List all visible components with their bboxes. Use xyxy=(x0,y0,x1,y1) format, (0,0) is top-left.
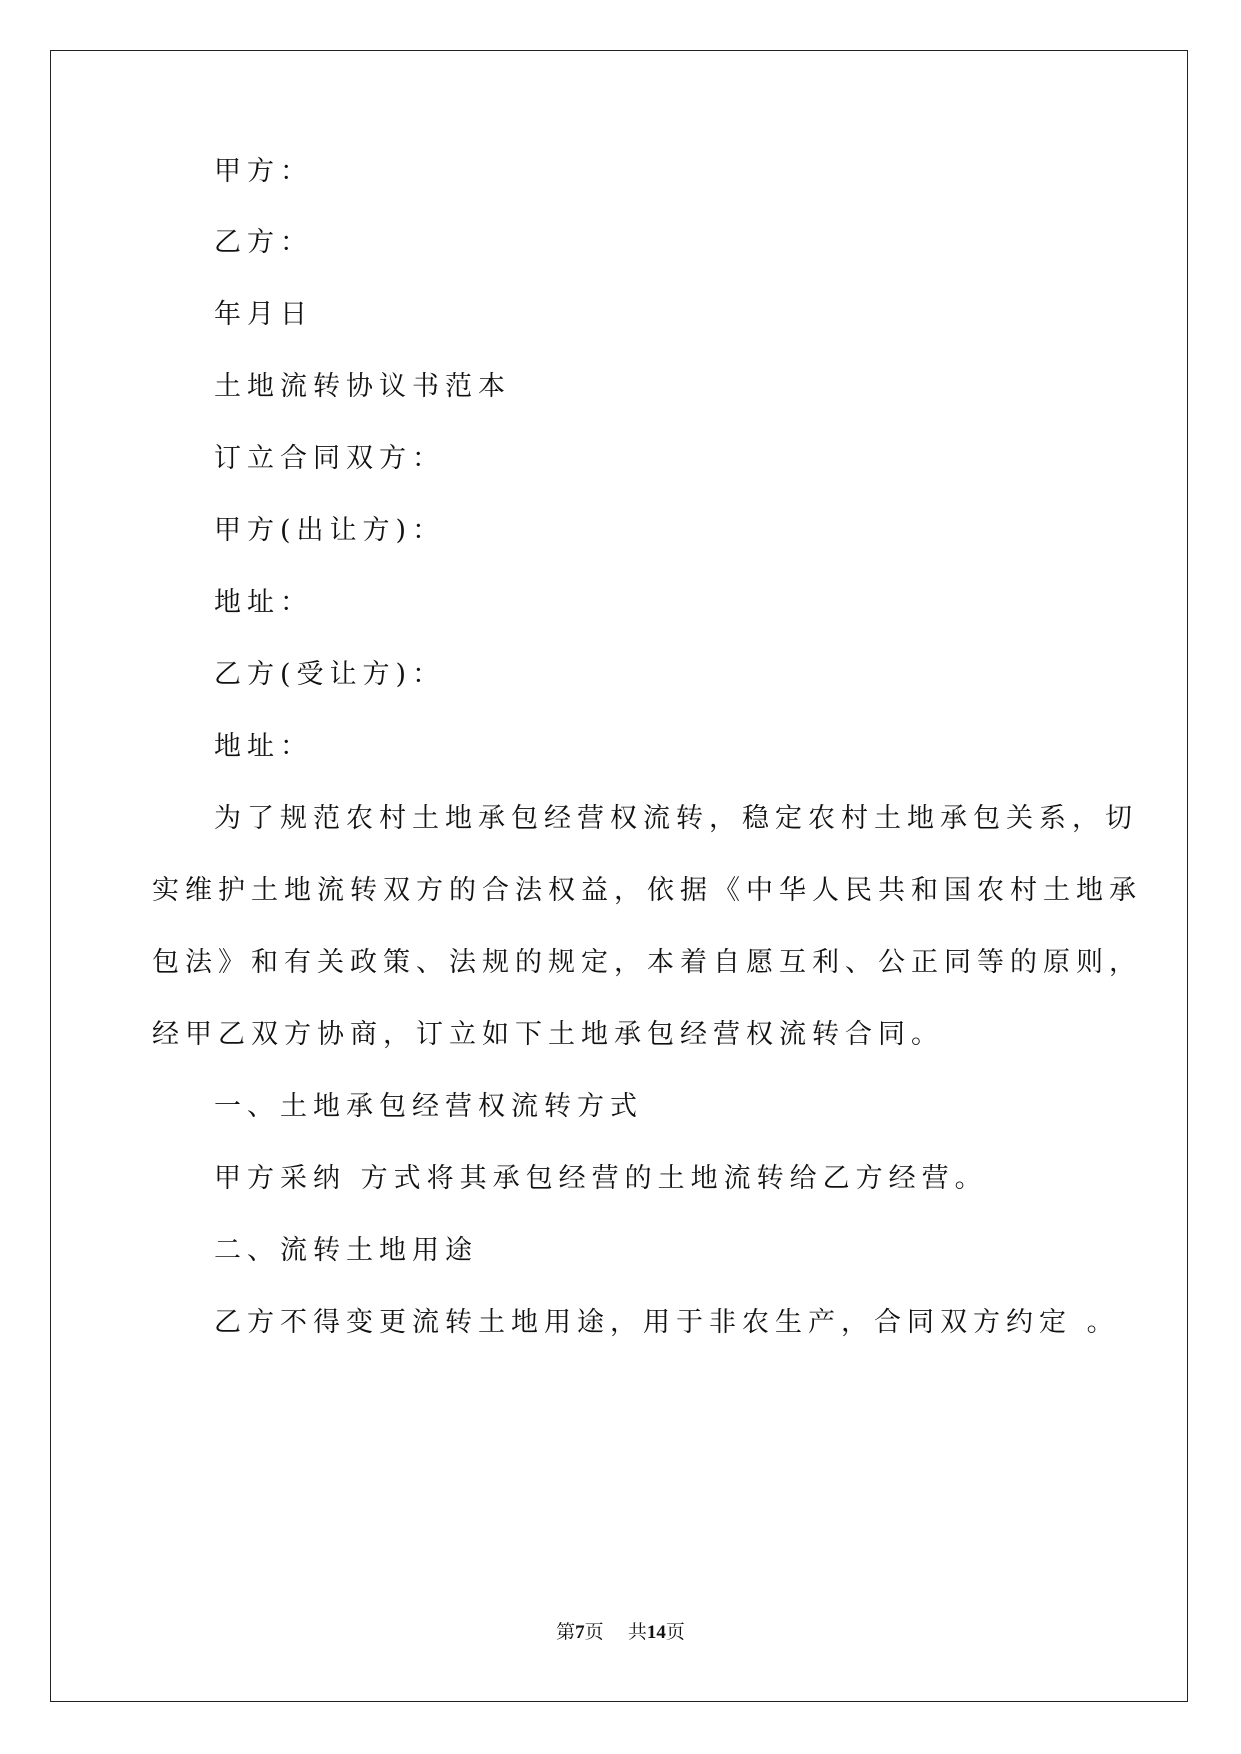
current-page-number: 7 xyxy=(575,1622,585,1643)
section-2-heading: 二、流转土地用途 xyxy=(214,1235,478,1266)
section-1-heading: 一、土地承包经营权流转方式 xyxy=(214,1091,643,1122)
page-footer xyxy=(0,1620,1241,1645)
party-a-address-label: 地址： xyxy=(214,587,313,618)
paragraph-line: 包法》和有关政策、法规的规定，本着自愿互利、公正同等的原则， xyxy=(152,947,1142,978)
footer-page-unit: 页 xyxy=(584,1621,604,1643)
party-b-label: 乙方： xyxy=(214,227,313,258)
footer-prefix: 第 xyxy=(556,1621,576,1643)
party-a-label: 甲方： xyxy=(214,156,313,187)
party-b-address-label: 地址： xyxy=(214,731,313,762)
contracting-parties-label: 订立合同双方： xyxy=(214,443,445,474)
section-2-body: 乙方不得变更流转土地用途，用于非农生产，合同双方约定 。 xyxy=(214,1307,1120,1338)
party-b-transferee-label: 乙方(受让方)： xyxy=(214,659,446,690)
date-label: 年月日 xyxy=(214,299,313,330)
paragraph-line: 实维护土地流转双方的合法权益，依据《中华人民共和国农村土地承 xyxy=(152,875,1142,906)
paragraph-line: 为了规范农村土地承包经营权流转，稳定农村土地承包关系，切 xyxy=(214,803,1138,834)
footer-total-unit: 页 xyxy=(665,1621,685,1643)
paragraph-line: 经甲乙双方协商，订立如下土地承包经营权流转合同。 xyxy=(152,1019,944,1050)
footer-total-prefix: 共 xyxy=(627,1621,647,1643)
party-a-transferor-label: 甲方(出让方)： xyxy=(214,515,446,546)
section-1-body: 甲方采纳 方式将其承包经营的土地流转给乙方经营。 xyxy=(214,1163,988,1194)
document-title: 土地流转协议书范本 xyxy=(214,371,511,402)
total-pages-number: 14 xyxy=(646,1622,666,1643)
